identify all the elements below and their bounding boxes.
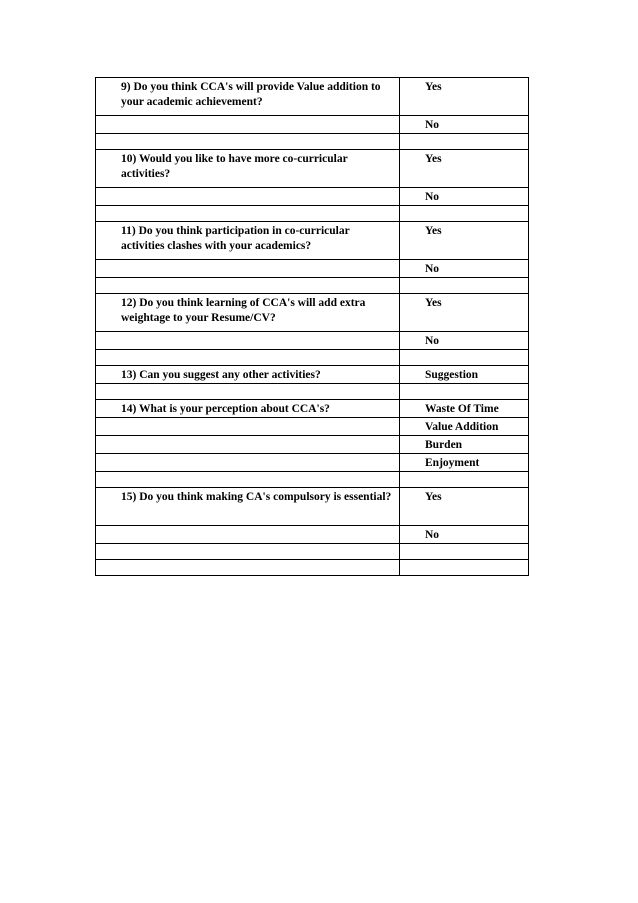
empty-cell xyxy=(400,350,529,366)
question-row xyxy=(96,78,529,116)
option-row xyxy=(96,418,529,436)
empty-cell xyxy=(96,332,400,350)
survey-table xyxy=(95,77,529,576)
answer-option: Yes xyxy=(400,488,529,526)
spacer-row xyxy=(96,544,529,560)
empty-cell xyxy=(96,278,400,294)
question-text: 12) Do you think learning of CCA's will add extra weightage to your Resume/CV? xyxy=(96,294,400,332)
question-row xyxy=(96,366,529,384)
empty-cell xyxy=(96,526,400,544)
answer-option: Value Addition xyxy=(400,418,529,436)
answer-option: Burden xyxy=(400,436,529,454)
empty-cell xyxy=(400,134,529,150)
answer-option: Suggestion xyxy=(400,366,529,384)
empty-cell xyxy=(96,436,400,454)
empty-cell xyxy=(96,188,400,206)
answer-option: No xyxy=(400,116,529,134)
question-text: 13) Can you suggest any other activities? xyxy=(96,366,400,384)
option-row xyxy=(96,188,529,206)
option-row xyxy=(96,436,529,454)
empty-cell xyxy=(96,418,400,436)
empty-cell xyxy=(400,472,529,488)
spacer-row xyxy=(96,206,529,222)
spacer-row xyxy=(96,472,529,488)
answer-option: Yes xyxy=(400,222,529,260)
question-row xyxy=(96,222,529,260)
question-row xyxy=(96,294,529,332)
empty-cell xyxy=(96,134,400,150)
question-row xyxy=(96,488,529,526)
answer-option: Waste Of Time xyxy=(400,400,529,418)
question-text: 14) What is your perception about CCA's? xyxy=(96,400,400,418)
option-row xyxy=(96,116,529,134)
empty-cell xyxy=(96,560,400,576)
answer-option: Yes xyxy=(400,294,529,332)
answer-option: No xyxy=(400,260,529,278)
option-row xyxy=(96,454,529,472)
empty-cell xyxy=(96,454,400,472)
spacer-row xyxy=(96,560,529,576)
question-row xyxy=(96,150,529,188)
answer-option: Yes xyxy=(400,150,529,188)
empty-cell xyxy=(400,560,529,576)
empty-cell xyxy=(96,472,400,488)
empty-cell xyxy=(96,544,400,560)
empty-cell xyxy=(96,206,400,222)
question-row xyxy=(96,400,529,418)
answer-option: No xyxy=(400,526,529,544)
question-text: 10) Would you like to have more co-curricular activities? xyxy=(96,150,400,188)
empty-cell xyxy=(96,116,400,134)
spacer-row xyxy=(96,350,529,366)
question-text: 11) Do you think participation in co-curricular activities clashes with your academics? xyxy=(96,222,400,260)
answer-option: Yes xyxy=(400,78,529,116)
empty-cell xyxy=(400,384,529,400)
spacer-row xyxy=(96,384,529,400)
spacer-row xyxy=(96,134,529,150)
empty-cell xyxy=(96,260,400,278)
question-text: 15) Do you think making CA's compulsory is essential? xyxy=(96,488,400,526)
empty-cell xyxy=(400,206,529,222)
option-row xyxy=(96,332,529,350)
option-row xyxy=(96,526,529,544)
empty-cell xyxy=(400,278,529,294)
answer-option: No xyxy=(400,188,529,206)
question-text: 9) Do you think CCA's will provide Value addition to your academic achievement? xyxy=(96,78,400,116)
empty-cell xyxy=(96,384,400,400)
answer-option: Enjoyment xyxy=(400,454,529,472)
answer-option: No xyxy=(400,332,529,350)
empty-cell xyxy=(96,350,400,366)
option-row xyxy=(96,260,529,278)
empty-cell xyxy=(400,544,529,560)
spacer-row xyxy=(96,278,529,294)
